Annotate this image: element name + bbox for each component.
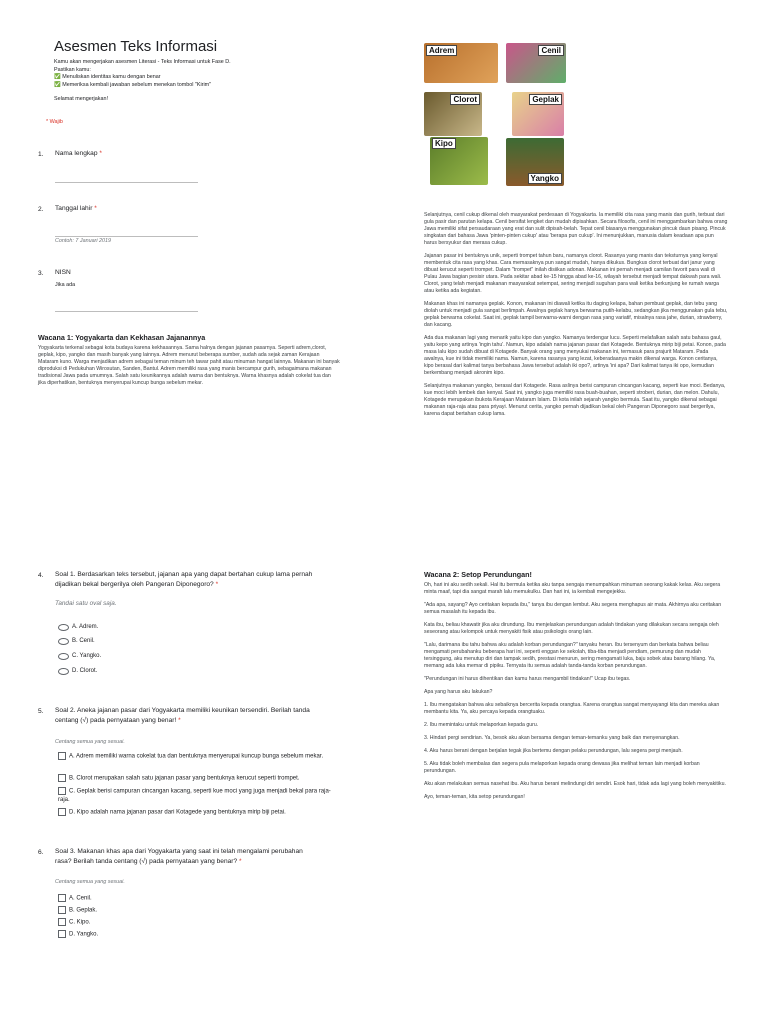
- question-number: 5.: [38, 708, 44, 715]
- nisn-input[interactable]: [55, 310, 198, 312]
- checkbox[interactable]: [58, 787, 66, 795]
- photo-yangko: [506, 138, 564, 186]
- label-text: Soal 1. Berdasarkan teks tersebut, jajanan apa yang dapat bertahan cukup lama pernah dijadikan bekal bergerilya oleh Pangeran Diponegoro?: [55, 571, 313, 588]
- paragraph: Jajanan pasar ini bentuknya unik, seperti trompet tahun baru, namanya clorot. Rasanya yang manis dan teksturnya yang kenyal membentuk cita rasa yang khas. Cara memasaknya pun sangat mudah, hanya dikukus. Bungkus clorot terbuat dari janur yang dibuat kerucut seperti trompet. Dalam "trompet" inilah disiikan adonan. Makanan ini pernah menjadi camilan favorit para wali di Pulau Jawa bagian pesisir utara. Pada sekitar abad ke-15 hingga abad ke-16, wilayah tersebut menjadi tempat dakwah para wali. Clorot, yang telah menjadi makanan masyarakat setempat, sering menjadi suguhan para wali ketika berkunjung ke rumah warga atau ketika ada kegiatan.: [424, 253, 722, 294]
- photo-cenil: [506, 43, 566, 83]
- option-label: B. Geplak.: [69, 907, 98, 914]
- paragraph: 2. Ibu memintaku untuk melaporkan kepada guru.: [424, 722, 539, 728]
- paragraph: Aku akan melakukan semua nasehat ibu. Aku harus berani melindungi diri sendiri. Esok hari, tidak ada lagi yang boleh menyakitiku.: [424, 781, 726, 787]
- photo-label: Yangko: [528, 173, 562, 184]
- question-label-name: [55, 149, 320, 159]
- form-title: Asesmen Teks Informasi: [54, 38, 218, 55]
- intro-line: ✅ Memeriksa kembali jawaban sebelum menekan tombol "Kirim": [54, 81, 212, 88]
- birthdate-hint: Contoh: 7 Januari 2019: [55, 238, 112, 244]
- question-label-birthdate: [55, 204, 320, 214]
- intro-line: ✅ Menuliskan identitas kamu dengan benar: [54, 74, 161, 80]
- option-label: A. Cenil.: [69, 895, 92, 902]
- wacana1-title: Wacana 1: Yogyakarta dan Kekhasan Jajanannya: [38, 333, 206, 342]
- required-star: *: [178, 717, 181, 724]
- paragraph: Selanjutnya makanan yangko, berasal dari Kotagede. Rasa aslinya berisi campuran cincangan kacang, seperti kue moci. Bedanya, kue moci lebih lembek dan kenyal. Saat ini, yangko juga memiliki rasa buah-buahan, seperti stroberi, durian, dan melon. Dahulu, Kotagede merupakan ibukota Kerajaan Mataram Islam. Di kota inilah sejarah yangko bermula. Saat itu, yangko dikenal sebagai makanan raja-raja atau para priyayi. Menurut cerita, yangko pernah dijadikan bekal oleh Pangeran Diponegoro saat bergerilya, karena dapat bertahan cukup lama.: [424, 383, 726, 417]
- question-number: 1.: [38, 151, 44, 158]
- paragraph: Ada dua makanan lagi yang menarik yaitu kipo dan yangko. Namanya terdengar lucu. Seperti melafalkan salah satu bahasa gaul, yaitu kepo yang artinya 'ingin tahu'. Namun, kipo adalah nama jajanan pasar dari Kotagede. Bentuknya mirip biji petai. Konon, pada masa lalu kipo sudah dibuat di Kotagede. Banyak orang yang menyukai makanan ini, termasuk para prajurit Mataram. Pada awalnya, kue ini tidak memiliki nama. Namun, karena rasanya yang lezat, keberadaanya makin dikenal warga. Konon ceritanya, kipo berasal dari kalimat tanya berbahasa Jawa tersebut adalah iki opo?, artinya 'ini apa? Dari kalimat tanya iki opo, kemudian berkembang menjadi akronim kipo.: [424, 335, 726, 376]
- checkbox-option-d[interactable]: [58, 930, 340, 939]
- photo-geplak: [512, 92, 564, 136]
- paragraph: 5. Aku tidak boleh membalas dan segera pula melaporkan kepada orang dewasa jika melihat teman lain menjadi korban perundungan.: [424, 761, 700, 774]
- required-star: *: [94, 205, 97, 212]
- checkbox[interactable]: [58, 774, 66, 782]
- radio-option-a[interactable]: [58, 622, 98, 632]
- q5-hint: Centang semua yang sesuai.: [55, 739, 125, 745]
- checkbox[interactable]: [58, 752, 66, 760]
- checkbox-option-c[interactable]: [58, 787, 340, 805]
- paragraph: Selanjutnya, cenil cukup dikenal oleh masyarakat perdesaan di Yogyakarta. Ia memiliki cita rasa yang manis dan gurih, terbuat dari gula pasir dan parutan kelapa. Cenil bersifat lengket dan mudah dipisahkan. Secara filosofis, cenil ini menggambarkan bahwa orang Jawa memiliki sifat persaudaraan yang erat dan sulit dipisah-belah. Tepat cenil biasanya menggunakan pincuk daun pisang. Pincuk singkatan dari bahasa Jawa 'pinten-pinten cukup' atau 'berapa pun cukup'. Ini menunjukkan, manusia dalam keadaan apa pun harus bersyukur dan merasa cukup.: [424, 212, 728, 246]
- question-number: 2.: [38, 206, 44, 213]
- q4-hint: Tandai satu oval saja.: [55, 600, 117, 607]
- birthdate-input[interactable]: [55, 235, 198, 237]
- wacana2-text: [424, 582, 728, 807]
- radio-option-d[interactable]: [58, 666, 97, 676]
- q6-hint: Centang semua yang sesuai.: [55, 879, 125, 885]
- form-intro: [54, 59, 324, 104]
- paragraph: "Lalu, darimana ibu tahu bahwa aku adalah korban perundungan?" tanyaku heran. Ibu tersenyum dan berkata bahwa beliau mengamati perubahanku beberapa hari ini, seperti enggan ke sekolah, tiba-tiba menjadi pendiam, pemurung dan mudah tersinggung, aku menutup diri dan tampak sedih, prestasi menurun, sering mengamati luka, baju sobek atau barang hilang. Ya, memang ada luka memar di pipiku. Ternyata itu semua adalah tanda-tanda korban perundungan.: [424, 642, 716, 669]
- paragraph: "Ada apa, sayang? Ayo ceritakan kepada ibu," tanya ibu dengan lembut. Aku segera menghapus air mata. Akhirnya aku ceritakan semua masalah itu kepada ibu.: [424, 602, 722, 615]
- label-text: Soal 3. Makanan khas apa dari Yogyakarta yang saat ini telah mengalami perubahan rasa? Berilah tanda centang (√) pada pernyataan yang benar?: [55, 848, 303, 865]
- paragraph: 4. Aku harus berani dengan berjalan tegak jika bertemu dengan pelaku perundungan, lalu segera pergi menjauh.: [424, 748, 683, 754]
- photo-clorot: [424, 92, 482, 136]
- checkbox-option-b[interactable]: [58, 906, 340, 915]
- intro-line: Kamu akan mengerjakan asesmen Literasi - Teks Informasi untuk Fase D.: [54, 59, 231, 65]
- paragraph: 1. Ibu mengatakan bahwa aku sebaiknya bercerita kepada orangtua. Karena orangtua sangat menyayangi kita dan mereka akan membantu kita. Ya, aku percaya kepada orangtuaku.: [424, 702, 720, 715]
- option-label: C. Geplak berisi campuran cincangan kacang, seperti kue moci yang juga menjadi bekal para raja-raja.: [58, 788, 331, 804]
- checkbox-option-d[interactable]: [58, 808, 340, 817]
- radio-button[interactable]: [58, 624, 69, 631]
- option-label: A. Adrem.: [72, 624, 99, 630]
- name-input[interactable]: [55, 181, 198, 183]
- paragraph: Ayo, teman-teman, kita setop perundungan!: [424, 794, 525, 800]
- question-label-q4: [55, 570, 320, 590]
- greeting: Selamat mengerjakan!: [54, 96, 108, 102]
- checkbox[interactable]: [58, 808, 66, 816]
- checkbox-option-b[interactable]: [58, 774, 340, 783]
- radio-option-b[interactable]: [58, 636, 95, 646]
- option-label: B. Cenil.: [72, 638, 95, 644]
- question-number: 6.: [38, 849, 44, 856]
- question-number: 4.: [38, 572, 44, 579]
- required-note: * Wajib: [46, 119, 63, 125]
- photo-kipo: [430, 137, 488, 185]
- label-text: Soal 2. Aneka jajanan pasar dari Yogyakarta memiliki keunikan tersendiri. Berilah tanda centang (√) pada pernyataan yang benar!: [55, 707, 310, 724]
- option-label: A. Adrem memiliki warna cokelat tua dan bentuknya menyerupai kuncup bunga sebelum mekar.: [69, 753, 324, 760]
- wacana1-continued: [424, 212, 728, 424]
- label-text: Nama lengkap: [55, 150, 98, 157]
- nisn-subtitle: Jika ada: [55, 282, 76, 288]
- checkbox[interactable]: [58, 918, 66, 926]
- checkbox-option-a[interactable]: [58, 752, 340, 761]
- question-label-q6: [55, 847, 320, 867]
- checkbox[interactable]: [58, 894, 66, 902]
- paragraph: Kata ibu, beliau khawatir jika aku dirundung. Ibu menjelaskan perundungan adalah tindakan yang dilakukan secara sengaja oleh seseorang atau kelompok untuk menyakiti fisik atau psikologis orang lain.: [424, 622, 719, 635]
- radio-button[interactable]: [58, 653, 69, 660]
- radio-button[interactable]: [58, 638, 69, 645]
- checkbox[interactable]: [58, 906, 66, 914]
- option-label: D. Yangko.: [69, 931, 99, 938]
- question-number: 3.: [38, 270, 44, 277]
- checkbox-option-c[interactable]: [58, 918, 340, 927]
- photo-adrem: [424, 43, 498, 83]
- photo-label: Clorot: [450, 94, 480, 105]
- question-label-nisn: NISN: [55, 269, 71, 276]
- photo-label: Geplak: [529, 94, 562, 105]
- paragraph: Oh, hari ini aku sedih sekali. Hal itu bermula ketika aku tanpa sengaja menumpahkan minuman seorang kakak kelas. Aku segera minta maaf, tapi dia sangat marah lalu memukulku. Dan hari ini, ia kembali mengejekku.: [424, 582, 721, 595]
- option-label: B. Clorot merupakan salah satu jajanan pasar yang bentuknya kerucut seperti trompet.: [69, 775, 300, 782]
- photo-label: Kipo: [432, 138, 456, 149]
- required-star: *: [215, 581, 219, 588]
- wacana2-title: Wacana 2: Setop Perundungan!: [424, 570, 532, 579]
- required-star: *: [99, 150, 102, 157]
- option-label: C. Kipo.: [69, 919, 91, 926]
- option-label: C. Yangko.: [72, 653, 102, 659]
- photo-label: Cenil: [538, 45, 564, 56]
- paragraph: "Perundungan ini harus dihentikan dan kamu harus mengambil tindakan!" Ucap ibu tegas.: [424, 676, 631, 682]
- required-star: *: [239, 858, 242, 865]
- checkbox-option-a[interactable]: [58, 894, 340, 903]
- checkbox[interactable]: [58, 930, 66, 938]
- paragraph: 3. Hindari pergi sendirian. Ya, besok aku akan bersama dengan teman-temanku yang baik dan menyenangkan.: [424, 735, 680, 741]
- paragraph: Apa yang harus aku lakukan?: [424, 689, 493, 695]
- photo-label: Adrem: [426, 45, 457, 56]
- label-text: Tanggal lahir: [55, 205, 93, 212]
- paragraph: Makanan khas ini namanya geplak. Konon, makanan ini diawali ketika itu daging kelapa, bahan pembuat geplak, dan tebu yang diolah untuk menjadi gula sangat berlimpah. Awalnya geplak hanya berwarna putih-kelabu, sedangkan jika menggunakan gula tebu, geplak berwarna cokelat. Saat ini, geplak tampil berwarna-warni dengan rasa yang variatif, misalnya rasa jahe, durian, strawberry, dan kacang.: [424, 301, 728, 328]
- option-label: D. Clorot.: [72, 668, 98, 674]
- wacana1-text: Yogyakarta terkenal sebagai kota budaya karena kekhasannya. Sama halnya dengan jajanan pasarnya. Seperti adrem,clorot, geplak, kipo, yangko dan masih banyak yang lainnya. Adrem menurut beberapa sumber, sudah ada sejak zaman Kerajaan Mataram kuno. Warga menjadikan adrem sebagai teman minum teh tawar pahit atau minuman hangat lainnya. Makanan ini banyak diproduksi di Pedukuhan Wirosutan, Sanden, Bantul. Adrem memiliki rasa yang manis bercampur gurih, sebagaimana makanan tradisional Jawa pada umumnya. Salah satu keunikannya adalah warna dan bentuknya. Warna khasnya adalah cokelat tua dan jika diperhatikan, bentuknya menyerupai kuncup bunga sebelum mekar.: [38, 345, 340, 386]
- intro-line: Pastikan kamu:: [54, 66, 91, 73]
- option-label: D. Kipo adalah nama jajanan pasar dari Kotagede yang bentuknya mirip biji petai.: [69, 809, 286, 816]
- question-label-q5: [55, 706, 320, 726]
- radio-option-c[interactable]: [58, 651, 101, 661]
- radio-button[interactable]: [58, 668, 69, 675]
